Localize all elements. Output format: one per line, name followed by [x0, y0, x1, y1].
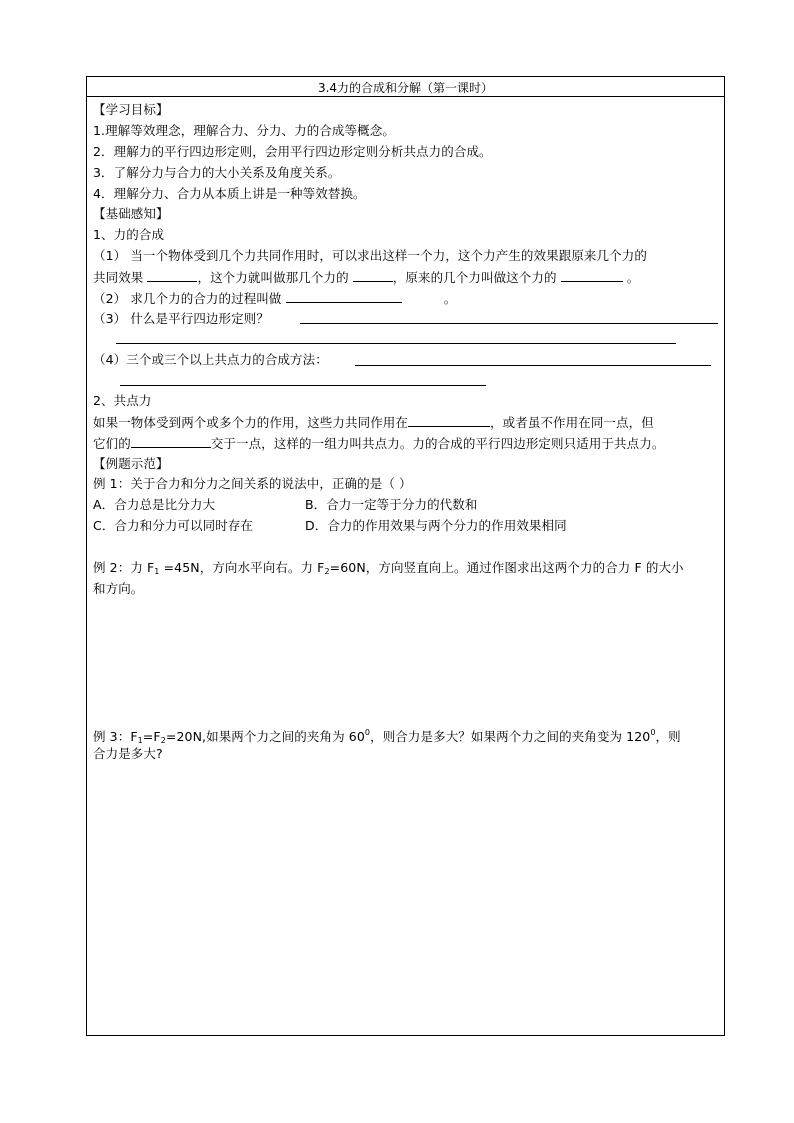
concurrent-forces-line-2 [93, 434, 664, 452]
examples-heading: 【例题示范】 [93, 456, 169, 471]
example-2-line-1 [93, 559, 684, 580]
objective-item-4: 4．理解分力、合力从本质上讲是一种等效替换。 [93, 186, 366, 201]
objective-item-1: 1.理解等效理念，理解合力、分力、力的合成等概念。 [93, 123, 395, 138]
example-1-option-a[interactable]: A．合力总是比分力大 [93, 497, 216, 512]
q1-text-d: 。 [626, 270, 640, 285]
q1-text-b: ，这个力就叫做那几个力的 [197, 270, 349, 285]
answer-line[interactable] [116, 343, 676, 344]
q2-text-b: 。 [443, 291, 457, 306]
worksheet-frame [86, 76, 725, 1036]
q1-text-a: 共同效果 [93, 270, 144, 285]
q1-text-c: ，原来的几个力叫做这个力的 [392, 270, 557, 285]
question-2 [93, 289, 456, 307]
p2-text-d: 交于一点，这样的一组力叫共点力。力的合成的平行四边形定则只适用于共点力。 [210, 436, 665, 451]
question-1-line-1: （1） 当一个物体受到几个力共同作用时，可以求出这样一个力，这个力产生的效果跟原来几个力的 [93, 248, 647, 263]
ex3-sup-2: 0 [650, 728, 656, 737]
example-1-question: 例 1：关于合力和分力之间关系的说法中，正确的是（ ） [93, 476, 412, 491]
example-1-option-d[interactable]: D．合力的作用效果与两个分力的作用效果相同 [305, 518, 567, 533]
answer-blank[interactable] [408, 413, 490, 427]
question-3: （3） 什么是平行四边形定则？ [93, 311, 269, 326]
example-3-line-2: 合力是多大? [93, 746, 163, 761]
ex3-text-5: ，则 [655, 729, 681, 744]
objective-item-3: 3．了解分力与合力的大小关系及角度关系。 [93, 165, 341, 180]
ex2-sub-2: 2 [324, 567, 330, 576]
answer-line[interactable] [355, 365, 711, 366]
example-1-option-b[interactable]: B．合力一定等于分力的代数和 [305, 497, 478, 512]
ex3-sub-2: 2 [160, 736, 166, 745]
question-4: （4）三个或三个以上共点力的合成方法： [93, 352, 328, 367]
concurrent-forces-line-1 [93, 413, 654, 431]
ex3-text-3: =20N,如果两个力之间的夹角为 60 [165, 729, 365, 744]
answer-blank[interactable] [353, 268, 393, 282]
p2-text-b: ，或者虽不作用在同一点，但 [490, 415, 654, 430]
p2-text-a: 如果一物体受到两个或多个力的作用，这些力共同作用在 [93, 415, 409, 430]
answer-blank[interactable] [147, 268, 197, 282]
p2-text-c: 它们的 [93, 436, 131, 451]
answer-line[interactable] [120, 385, 486, 386]
ex3-text-4: ，则合力是多大？如果两个力之间的夹角变为 120 [370, 729, 651, 744]
ex3-sup-1: 0 [364, 728, 371, 737]
ex3-text-2: =F [142, 729, 161, 744]
example-3-line-1 [93, 724, 681, 749]
ex3-sub-1: 1 [137, 736, 143, 745]
page-title: 3.4力的合成和分解（第一课时） [317, 81, 494, 95]
objective-item-2: 2．理解力的平行四边形定则，会用平行四边形定则分析共点力的合成。 [93, 144, 492, 159]
ex2-text-2: =45N，方向水平向右。力 F [159, 560, 325, 575]
answer-blank[interactable] [561, 268, 623, 282]
answer-line[interactable] [300, 323, 718, 324]
ex2-sub-1: 1 [154, 567, 160, 576]
section-2-title: 2、共点力 [93, 393, 152, 408]
example-1-option-c[interactable]: C．合力和分力可以同时存在 [93, 518, 254, 533]
ex3-text-1: 例 3：F [93, 729, 138, 744]
ex2-text-1: 例 2：力 F [93, 560, 155, 575]
answer-blank[interactable] [286, 289, 402, 303]
title-divider [86, 96, 725, 97]
q2-text-a: （2） 求几个力的合力的过程叫做 [93, 291, 282, 306]
section-1-title: 1、力的合成 [93, 227, 165, 242]
basics-heading: 【基础感知】 [93, 206, 169, 221]
answer-blank[interactable] [131, 434, 211, 448]
objectives-heading: 【学习目标】 [93, 102, 169, 117]
question-1-line-2 [93, 268, 639, 286]
ex2-text-3: =60N，方向竖直向上。通过作图求出这两个力的合力 F 的大小 [329, 560, 684, 575]
example-2-line-2: 和方向。 [93, 581, 144, 596]
